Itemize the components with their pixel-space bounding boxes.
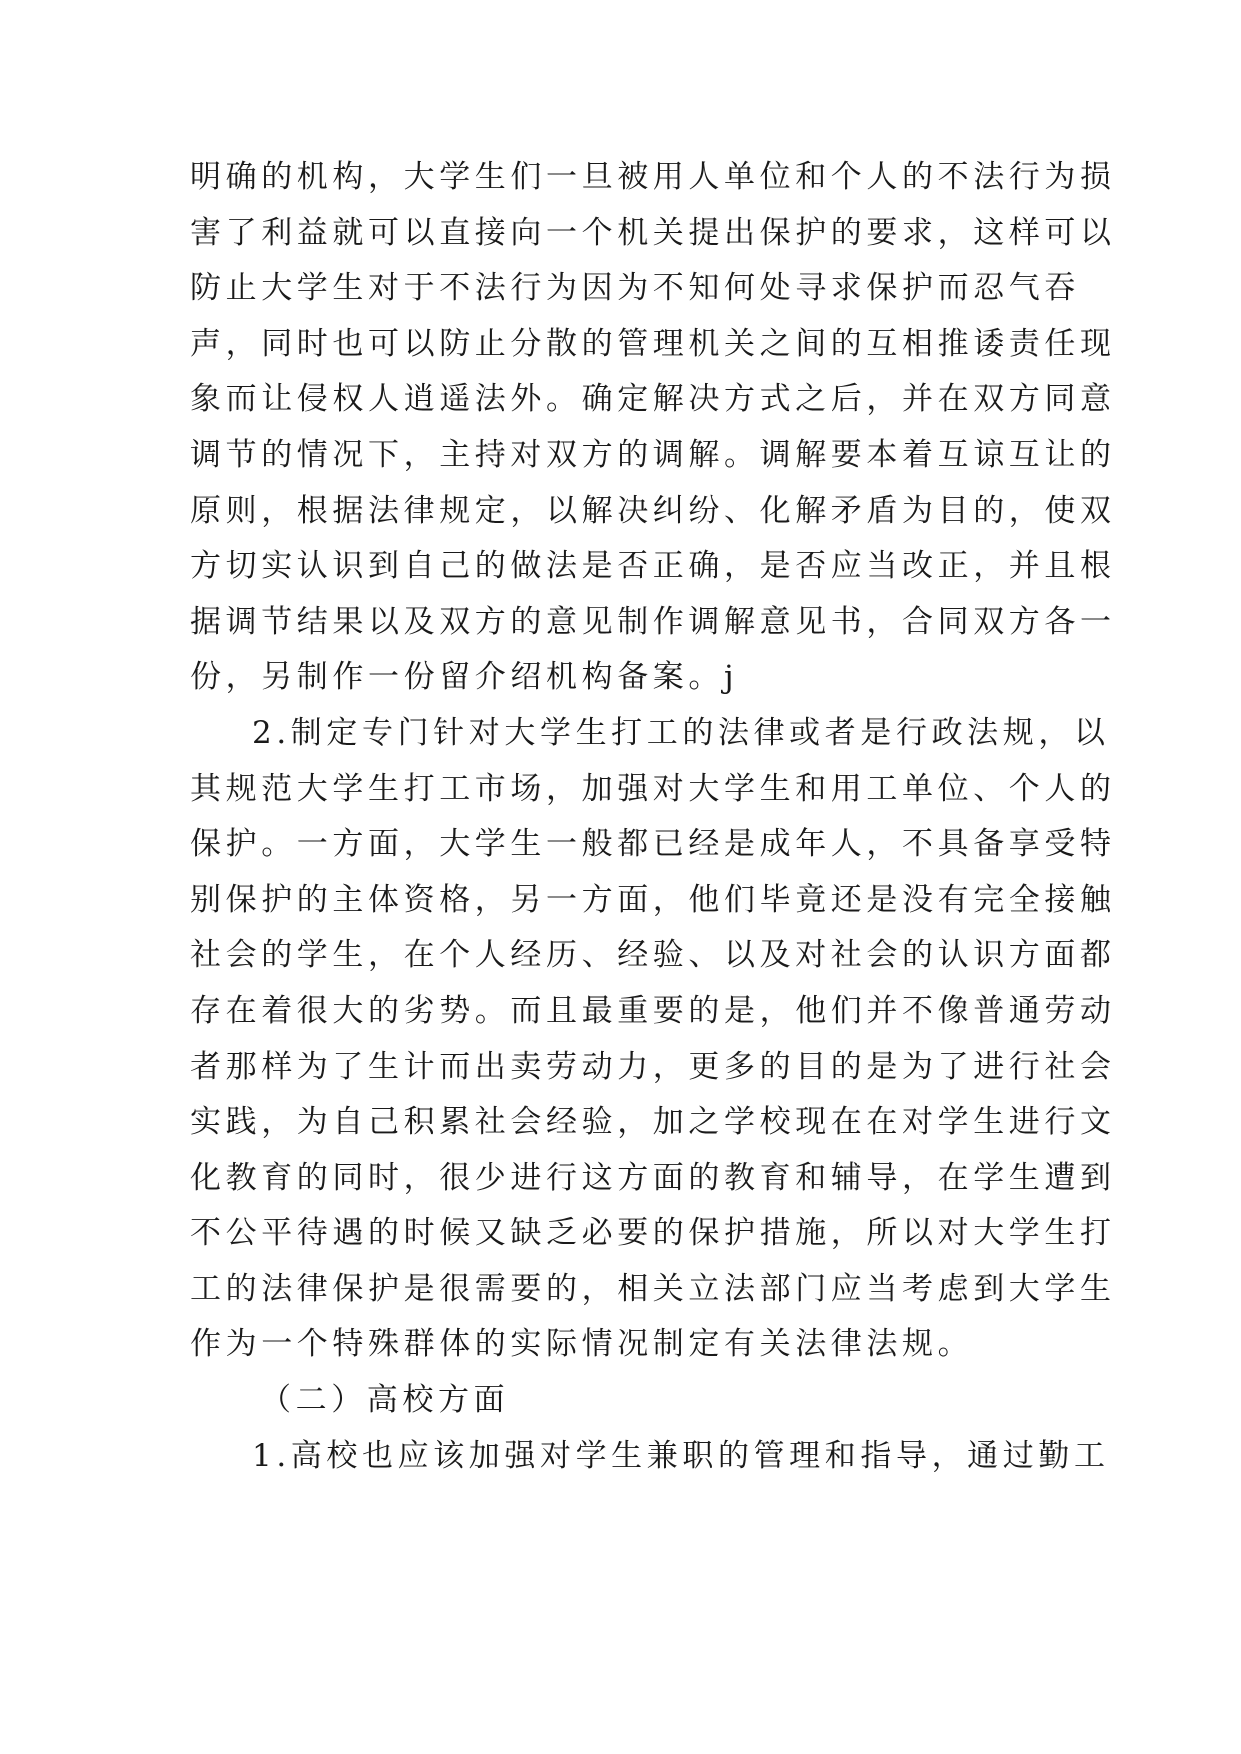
text-line: 调节的情况下，主持对双方的调解。调解要本着互谅互让的: [190, 436, 1116, 473]
text-line: 化教育的同时，很少进行这方面的教育和辅导，在学生遭到: [190, 1159, 1116, 1196]
text-line: 方切实认识到自己的做法是否正确，是否应当改正，并且根: [190, 548, 1116, 585]
text-line: 害了利益就可以直接向一个机关提出保护的要求，这样可以: [190, 214, 1116, 251]
body-text: [190, 150, 1116, 1484]
text-line: 存在着很大的劣势。而且最重要的是，他们并不像普通劳动: [190, 992, 1116, 1029]
text-line: 其规范大学生打工市场，加强对大学生和用工单位、个人的: [190, 770, 1116, 807]
text-line: 保护。一方面，大学生一般都已经是成年人，不具备享受特: [190, 826, 1116, 863]
text-line: 份，另制作一份留介绍机构备案。j: [190, 659, 739, 696]
text-line: 作为一个特殊群体的实际情况制定有关法律法规。: [190, 1326, 974, 1363]
text-line: 原则，根据法律规定，以解决纠纷、化解矛盾为目的，使双: [190, 492, 1116, 529]
text-line: 者那样为了生计而出卖劳动力，更多的目的是为了进行社会: [190, 1048, 1116, 1085]
paragraph-start-line: 1.高校也应该加强对学生兼职的管理和指导，通过勤工: [252, 1437, 1110, 1474]
text-line: 实践，为自己积累社会经验，加之学校现在在对学生进行文: [190, 1104, 1116, 1141]
text-line: 声，同时也可以防止分散的管理机关之间的互相推诿责任现: [190, 325, 1116, 362]
text-line: 防止大学生对于不法行为因为不知何处寻求保护而忍气吞: [190, 270, 1080, 307]
paragraph-start-line: 2.制定专门针对大学生打工的法律或者是行政法规，以: [252, 714, 1110, 751]
text-line: 象而让侵权人逍遥法外。确定解决方式之后，并在双方同意: [190, 381, 1116, 418]
text-line: 别保护的主体资格，另一方面，他们毕竟还是没有完全接触: [190, 881, 1116, 918]
text-line: 据调节结果以及双方的意见制作调解意见书，合同双方各一: [190, 603, 1116, 640]
text-line: 工的法律保护是很需要的，相关立法部门应当考虑到大学生: [190, 1270, 1116, 1307]
text-line: 明确的机构，大学生们一旦被用人单位和个人的不法行为损: [190, 159, 1116, 195]
text-line: 社会的学生，在个人经历、经验、以及对社会的认识方面都: [190, 937, 1116, 974]
text-line: 不公平待遇的时候又缺乏必要的保护措施，所以对大学生打: [190, 1215, 1116, 1252]
section-heading: （二）高校方面: [260, 1382, 510, 1419]
